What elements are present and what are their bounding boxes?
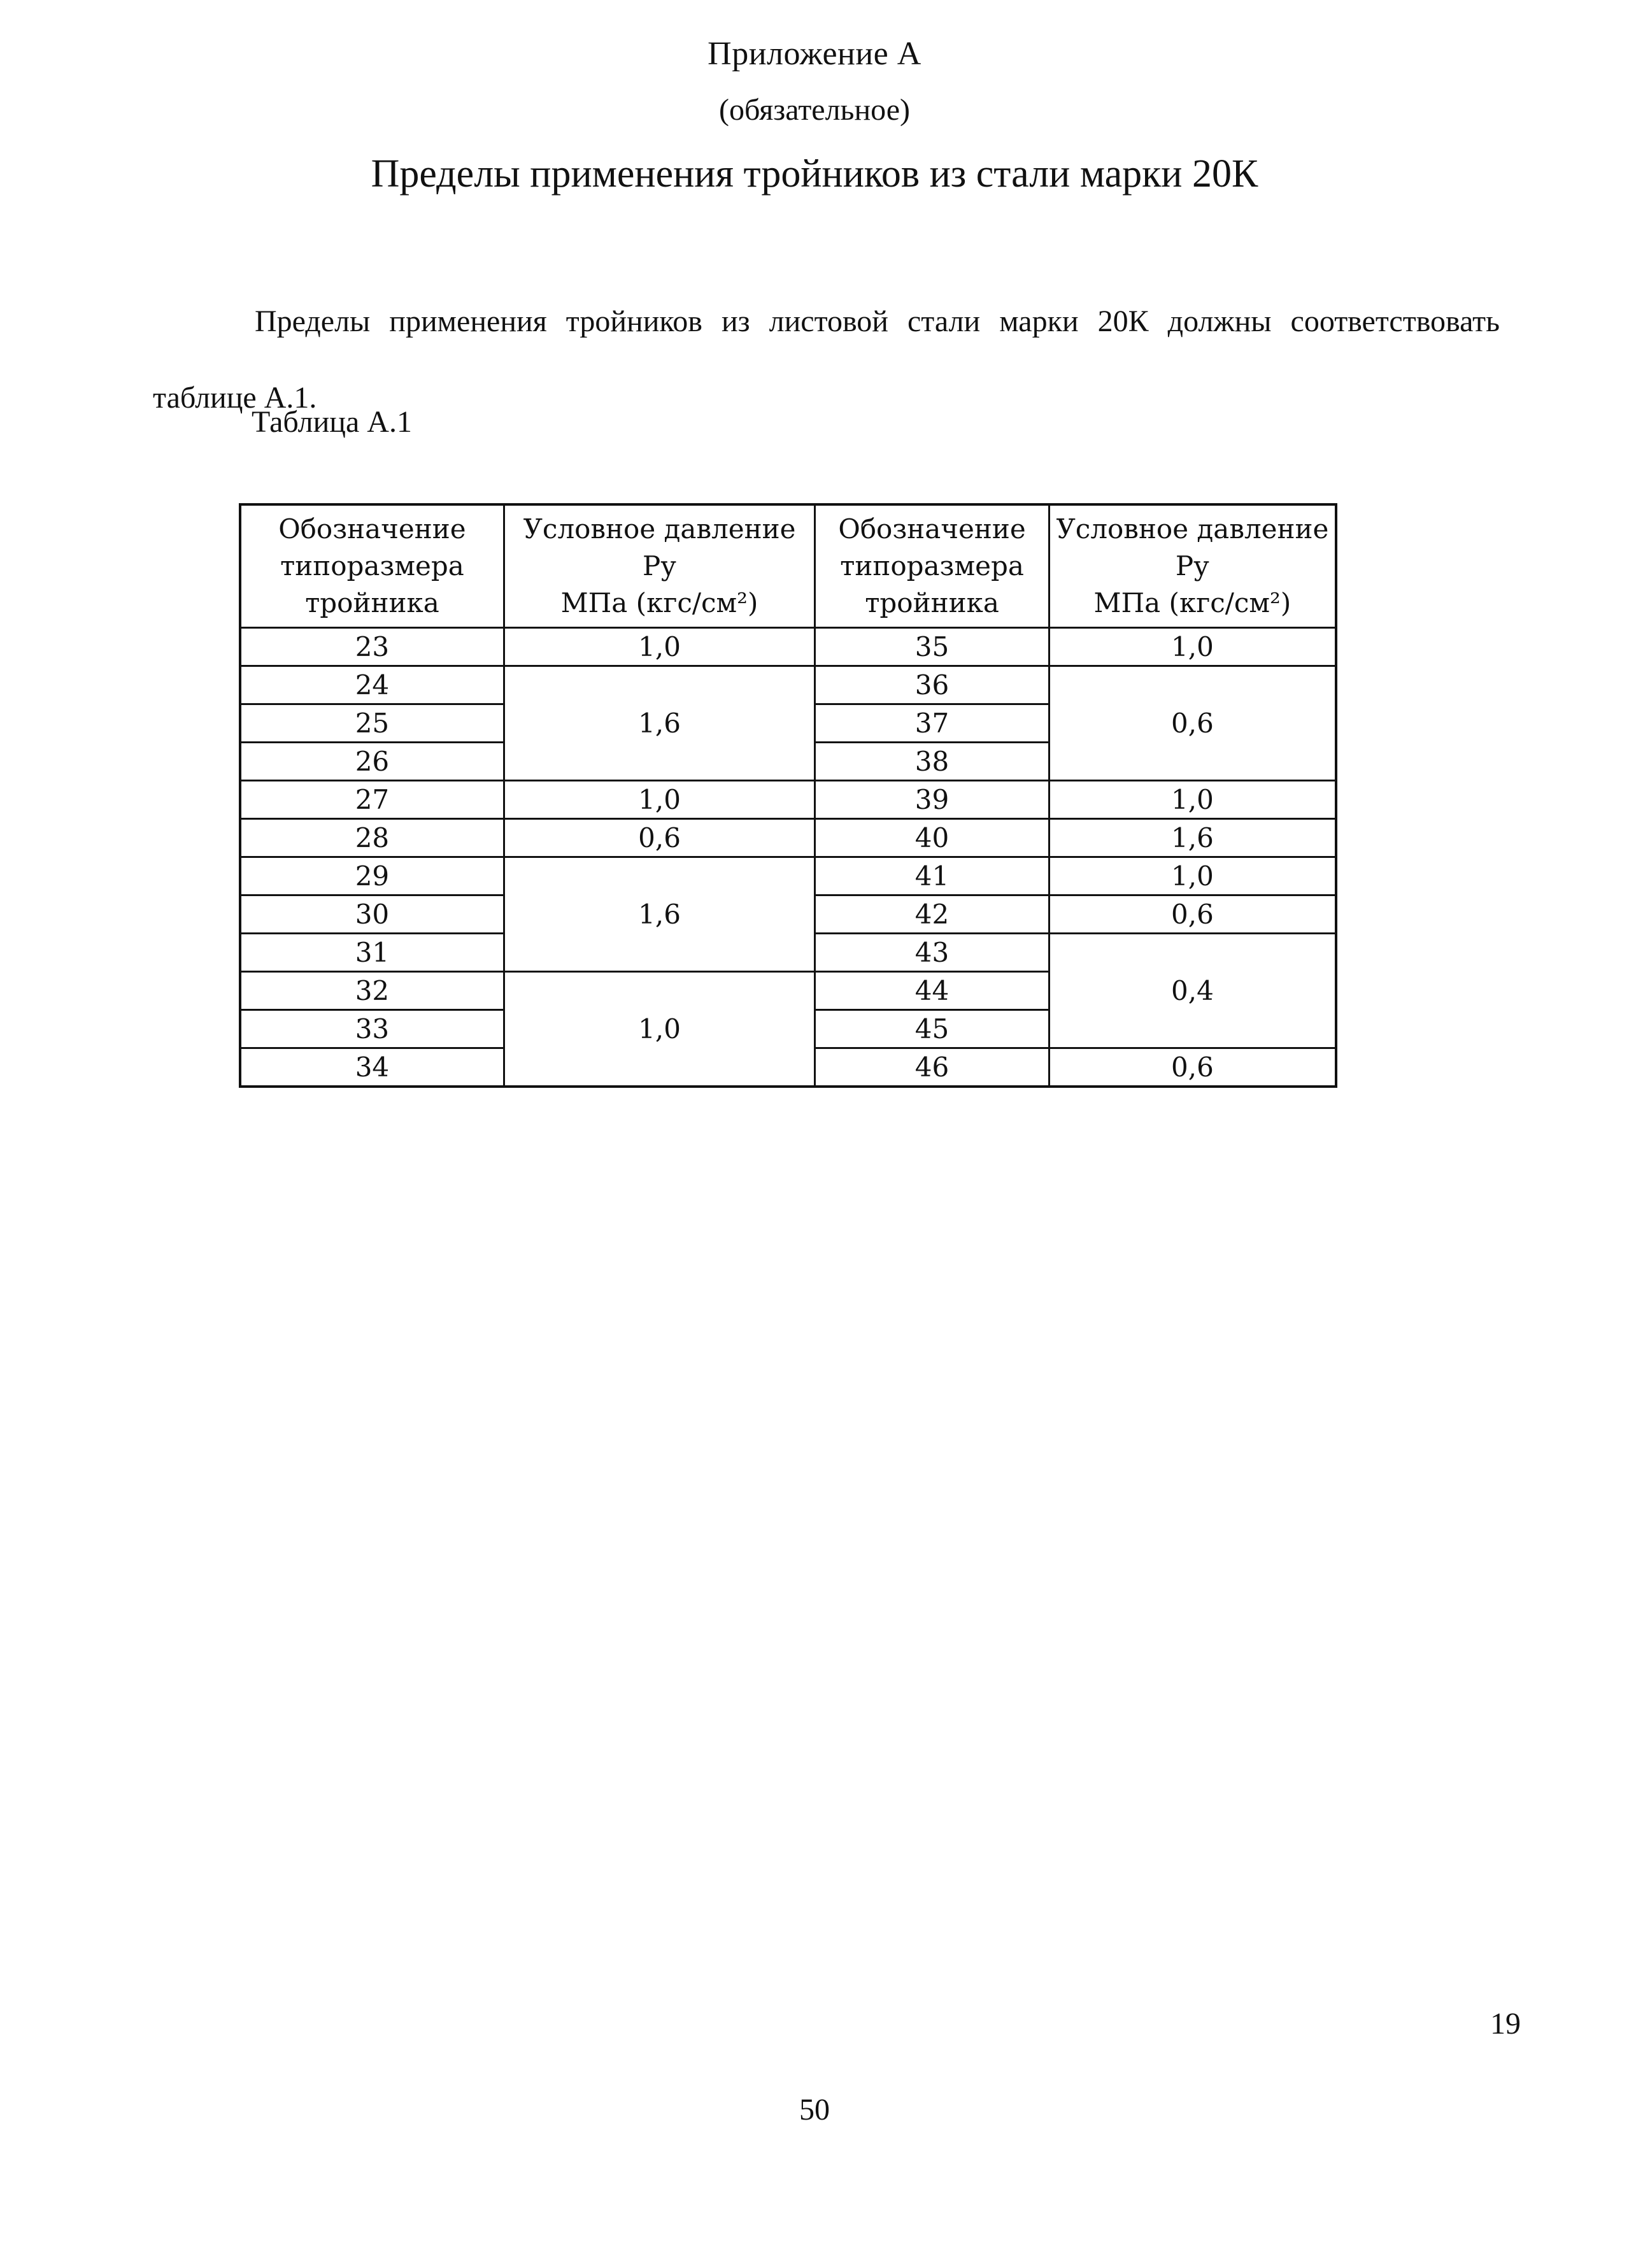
header-designation-left	[240, 504, 504, 628]
header-line: МПа (кгс/см²)	[560, 587, 758, 618]
designation-cell: 26	[240, 743, 504, 781]
designation-cell: 27	[240, 781, 504, 819]
appendix-title: Приложение А	[708, 36, 921, 72]
designation-cell: 39	[815, 781, 1049, 819]
page-number-right: 19	[1490, 2007, 1521, 2041]
designation-cell: 35	[815, 628, 1049, 666]
pressure-cell: 1,0	[1049, 628, 1336, 666]
pressure-cell: 1,0	[504, 972, 814, 1087]
designation-cell: 33	[240, 1010, 504, 1048]
table-header-row	[240, 504, 1336, 628]
designation-cell: 40	[815, 819, 1049, 857]
pressure-cell: 1,6	[1049, 819, 1336, 857]
pressure-cell: 0,6	[1049, 666, 1336, 781]
pressure-cell: 1,0	[1049, 857, 1336, 895]
table-row	[240, 857, 1336, 895]
designation-cell: 46	[815, 1048, 1049, 1087]
table-row	[240, 781, 1336, 819]
header-line: Обозначение	[838, 513, 1026, 545]
designation-cell: 29	[240, 857, 504, 895]
header-pressure-left	[504, 504, 814, 628]
header-line: тройника	[305, 587, 439, 618]
table-row	[240, 628, 1336, 666]
header-pressure-right	[1049, 504, 1336, 628]
table-row	[240, 666, 1336, 704]
header-line: Обозначение	[278, 513, 466, 545]
pressure-cell: 0,6	[1049, 895, 1336, 934]
pressure-cell: 1,6	[504, 857, 814, 972]
pressure-cell: 0,6	[504, 819, 814, 857]
header-designation-right	[815, 504, 1049, 628]
pressure-cell: 1,0	[1049, 781, 1336, 819]
designation-cell: 34	[240, 1048, 504, 1087]
designation-cell: 23	[240, 628, 504, 666]
header-line: типоразмера	[280, 550, 464, 581]
body-paragraph: Пределы применения тройников из листовой стали марки 20К должны соответствовать таблице А.1.	[153, 304, 1500, 415]
page-number-bottom: 50	[799, 2093, 830, 2127]
designation-cell: 43	[815, 934, 1049, 972]
designation-cell: 45	[815, 1010, 1049, 1048]
designation-cell: 24	[240, 666, 504, 704]
pressure-cell: 0,6	[1049, 1048, 1336, 1087]
header-line: типоразмера	[840, 550, 1024, 581]
header-line: МПа (кгс/см²)	[1093, 587, 1291, 618]
designation-cell: 41	[815, 857, 1049, 895]
section-title: Пределы применения тройников из стали марки 20К	[371, 152, 1258, 196]
header-line: Условное давление	[1056, 513, 1329, 545]
pressure-table	[239, 503, 1337, 1088]
designation-cell: 32	[240, 972, 504, 1010]
header-line: тройника	[865, 587, 999, 618]
table-caption: Таблица А.1	[252, 405, 412, 439]
designation-cell: 36	[815, 666, 1049, 704]
appendix-status: (обязательное)	[719, 93, 910, 127]
designation-cell: 25	[240, 704, 504, 743]
designation-cell: 30	[240, 895, 504, 934]
designation-cell: 37	[815, 704, 1049, 743]
designation-cell: 42	[815, 895, 1049, 934]
table-row	[240, 819, 1336, 857]
pressure-cell: 1,6	[504, 666, 814, 781]
header-line: Ру	[643, 550, 677, 581]
pressure-cell: 1,0	[504, 628, 814, 666]
designation-cell: 44	[815, 972, 1049, 1010]
header-line: Условное давление	[523, 513, 796, 545]
designation-cell: 38	[815, 743, 1049, 781]
header-line: Ру	[1175, 550, 1209, 581]
pressure-cell: 1,0	[504, 781, 814, 819]
designation-cell: 28	[240, 819, 504, 857]
designation-cell: 31	[240, 934, 504, 972]
pressure-cell: 0,4	[1049, 934, 1336, 1048]
